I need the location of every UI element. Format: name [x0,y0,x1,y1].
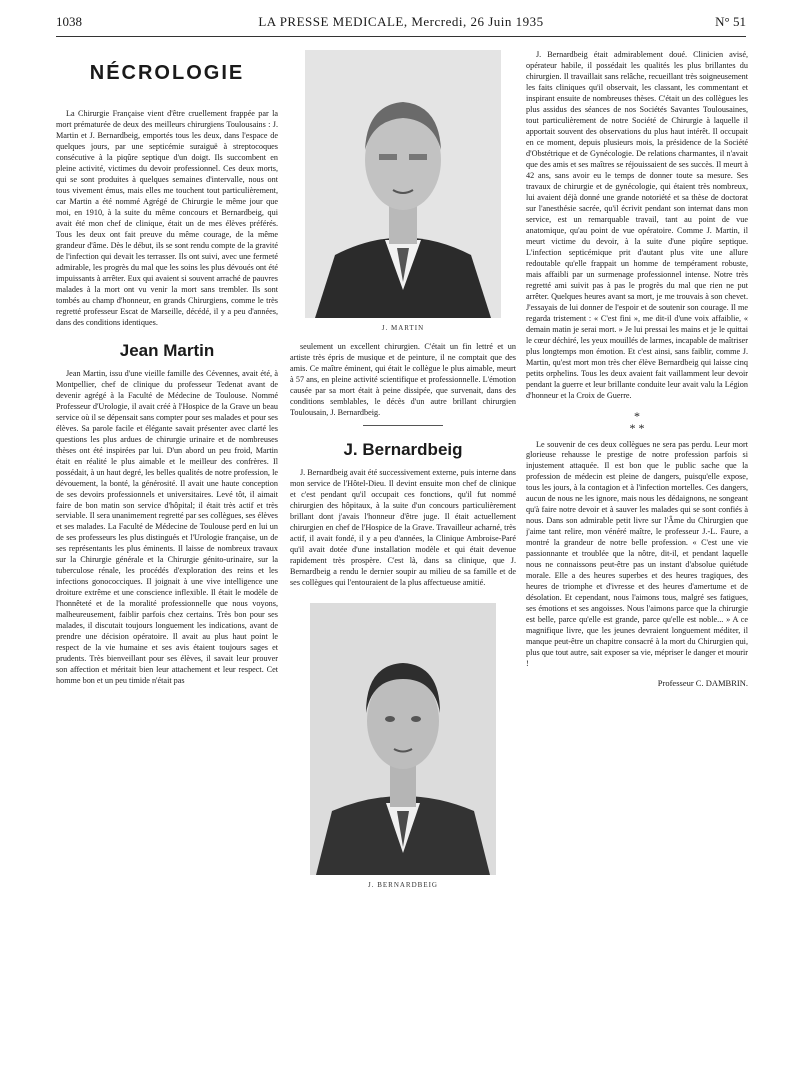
section-title: NÉCROLOGIE [89,62,245,84]
column-3 [526,50,748,1060]
bernardbeig-continuation: J. Bernardbeig était admirablement doué. Clinicien avisé, opérateur habile, il possédait les qualités les plus brillantes du chirurgien. Il travaillait sans relâche, recueillant très soigneusement les faits cliniques qu'il observait, les classant, les commentant et inspirant ensuite de nombreuses thèses. C'était un des collègues les plus assidus des séances de nos Sociétés Savantes Toulousaines, tout particulièrement de notre Société de Chirurgie à laquelle il apportait souvent des observations du plus haut intérêt. Il occupait en ce moment, depuis plusieurs mois, la présidence de la Société d'Obstétrique et de Gynécologie. De relations charmantes, il n'avait que des amis et ses maîtres se réjouissaient de ses succès. Il meurt à 42 ans, sans avoir eu le temps de donner toute sa mesure. Ses travaux de chirurgie et de gynécologie, qui étaient très nombreux, lui avaient déjà donné une grande notoriété et sa thèse de doctorat sur l'anesthésie sacrée, qu'il écrivit pendant son internat dans mon service, est un remarquable travail, tant au point de vue anatomique, qu'au point de vue opératoire. Comme J. Martin, il meurt victime du devoir, à la suite d'une piqûre septique. L'infection septicémique prit d'autant plus vite une allure redoutable qu'elle frappait un homme de tempérament robuste, mais affaibli par un surmenage professionnel intense. Notre très regretté ami suivit pas à pas le progrès du mal que rien ne put arrêter. Quelques heures avant sa mort, je me trouvais à son chevet. J'essayais de lui donner de l'espoir et de soutenir son courage. Il me regarda tristement : « C'est fini », me dit-il d'une voix affaiblie, « demain matin je serai mort. » Je lui pressai les mains et je le quittai le cœur déchiré, les yeux mouillés de larmes, incapable de maîtriser plus longtemps mon émotion. Et c'est ainsi, sans faiblir, comme J. Martin, qu'est mort mon très cher élève Bernardbeig qui laisse cinq petits orphelins. Tous les deux avaient fait vaillamment leur devoir pendant la guerre et leur brillante conduite leur avait valu la Légion d'honneur et la Croix de Guerre. [526,50,748,400]
bernardbeig-caption: J. BERNARDBEIG [367,880,438,889]
bernardbeig-photo [310,603,496,875]
separator-rule [363,425,443,426]
martin-photo [305,50,501,318]
column-2 [290,50,516,1060]
bernardbeig-title: J. Bernardbeig [343,439,463,459]
bernardbeig-paragraph: J. Bernardbeig avait été successivement externe, puis interne dans mon service de l'Hôtel-Dieu. Il devint ensuite mon chef de clinique et c'est pendant qu'il occupait ces fonctions, qu'il fut nommé chirurgien des hôpitaux, à la suite d'un concours particulièrement brillant dont j'avais l'honneur d'être juge. Il était actuellement chirurgien en chef de l'Hospice de la Grave. Travailleur acharné, très actif, il avait fondé, il y a peu d'années, la Clinique Ambroise-Paré qu'il avait dotée d'une installation modèle et qui était devenue rapidement très prospère. C'est là, dans sa clinique, que J. Bernardbeig a rendu le dernier soupir au milieu de sa famille et de ses collègues qui l'entouraient de la plus affectueuse amitié. [290,467,516,587]
martin-caption: J. MARTIN [381,324,425,332]
martin-title: Jean Martin [119,340,215,360]
portrait-martin-svg [305,50,501,318]
header-rule [56,36,746,37]
page-header [56,14,746,36]
martin-paragraph: Jean Martin, issu d'une vieille famille des Cévennes, avait été, à Montpellier, chef de clinique du professeur Tedenat avant de devenir agrégé à la Faculté de Médecine de Toulouse. Nommé Professeur d'Urologie, il avait créé à l'Hospice de la Grave un beau service où il se dépensait sans compter pour ses malades et pour ses élèves. Sa parole facile et élégante savait présenter avec clarté les questions les plus ardues de chirurgie urinaire et de nombreuses thèses ont été inspirées par lui. D'un abord un peu froid, Martin était en réalité le plus aimable et le meilleur des confrères. Il possédait, à un haut degré, les belles qualités de notre profession, le dévouement, la bonté, la générosité. Il avait une haute conception de ses devoirs professionnels et universitaires. Levé tôt, il aimait faire de bon matin son service d'hôpital; il était très actif et très serviable. Il sera unanimement regretté par ses collègues, ses élèves et ses malades. La Faculté de Médecine de Toulouse perd en lui un de ses professeurs les plus distingués et l'Urologie française, un de ses représentants les plus éminents. Il laisse de nombreux travaux sur la Chirurgie générale et la Chirurgie génito-urinaire, sur la tuberculose rénale, les procédés d'exploration des reins et les infections gonococciques. Il joignait à une vive intelligence une droiture extrême et une conscience inflexible. Il était le modèle de l'honnêteté et de la moralité professionnelle que nous voyons, malheureusement, faiblir parfois chez certains. Très bon pour ses malades, il discutait toujours longuement les indications, avant de prendre une décision opératoire. Il avait au plus haut point le respect de la vie humaine et ses avis étaient toujours sages et prudents. Très bienveillant pour ses élèves, il savait leur prouver son affection et méritait bien leur attachement et leur respect. Cet homme bon et un peu timide n'était pas [56,368,278,686]
portrait-bernardbeig-svg [310,603,496,875]
page-number: 1038 [56,14,82,29]
column-1 [56,50,278,1060]
asterism-divider: * * * [629,408,645,435]
author-signature: Professeur C. DAMBRIN. [657,678,748,689]
intro-paragraph: La Chirurgie Française vient d'être cruellement frappée par la mort prématurée de deux des meilleurs chirurgiens Toulousains : J. Martin et J. Bernardbeig, emportés tous les deux, dans l'espace de quelques jours, par une septicémie suraiguë à streptocoques consécutive à la piqûre septique d'un doigt. Ils succombent en pleine activité, victimes du devoir professionnel. Ces deux morts, qui se sont produites à quelques semaines d'intervalle, nous ont tous vivement émus, mais elles me touchent tout particulièrement, car Martin a été nommé Agrégé de Chirurgie le même jour que moi, en 1910, à la suite du même concours et Bernardbeig, qui avait été mon chef de clinique, était un de mes élèves préférés. Tous les deux ont fait preuve du même courage, de la même grandeur d'âme. Dès le début, ils se sont rendu compte de la gravité de l'infection qui devait les terrasser. Ils ont suivi, avec une fermeté admirable, les progrès du mal que les soins les plus dévoués ont été impuissants à arrêter. Eux qui avaient si souvent arraché de pauvres malades à la mort ont vu venir la mort sans trembler. Ils sont tombés au champ d'honneur, en grands Chirurgiens, comme le très regretté professeur Escat de Marseille, décédé, il y a peu d'années, dans des conditions identiques. [56,109,278,327]
issue-number: N° 51 [715,14,746,29]
martin-continuation: seulement un excellent chirurgien. C'était un fin lettré et un artiste très épris de musique et de peinture, il ne comptait que des amis. Ce maître éminent, qui était le collègue le plus aimable, meurt à 57 ans, en pleine activité scientifique et professionnelle. L'émotion causée par sa mort était à peine dissipée, que survenait, dans des conditions semblables, le décès d'un autre brillant chirurgien Toulousain, J. Bernardbeig. [290,342,516,417]
journal-title: LA PRESSE MEDICALE, Mercredi, 26 Juin 1935 [258,14,544,29]
closing-paragraph: Le souvenir de ces deux collègues ne sera pas perdu. Leur mort glorieuse rehausse le prestige de notre profession parfois si injustement attaquée. Il est bon que le public sache que la profession de médecin est pleine de dangers, puisqu'elle expose, tous les jours, à la contagion et à l'infection mortelles. Ces dangers, aucun de nous ne les ignore, mais nous les dédaignons, ne songeant qu'à faire notre devoir et à sauver les malades qui se sont confiés à nous. Dans son admirable petit livre sur l'Âme du Chirurgien que j'aime tant relire, mon vénéré maître, le professeur J.-L. Faure, a montré la grandeur de notre belle profession. « C'est une vie passionnante et troublée que la nôtre, dit-il, et pendant laquelle nous ne connaissons peut-être pas un instant d'absolue quiétude morale. Elle a des heures superbes et des heures tragiques, des heures de triomphe et d'ivresse et des heures d'amertume et de désolation. Et cependant, nous l'aimons tous, malgré ses fatigues, ses émotions et ses angoisses. Nous l'aimons parce que la chirurgie est belle, parce qu'elle est grande, parce qu'elle est noble... » A ce magnifique livre, que les jeunes devraient longuement méditer, il manque peut-être un chapitre consacré à la mort du Chirurgien qui, plus que tout autre, sait exposer sa vie, mépriser le danger et mourir ! [526,439,748,669]
